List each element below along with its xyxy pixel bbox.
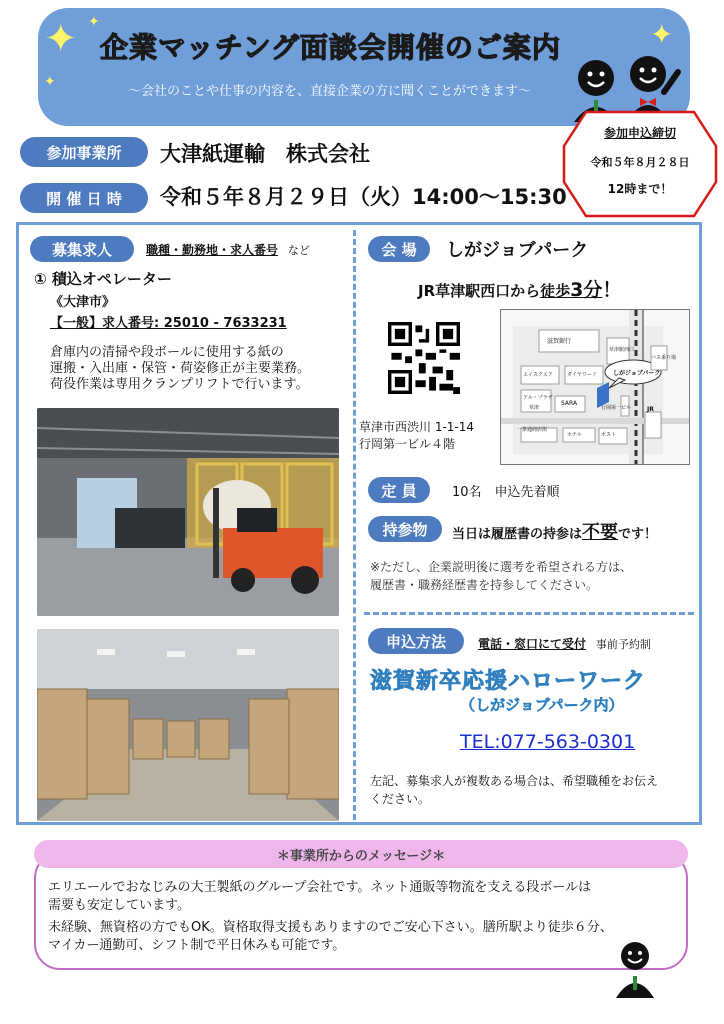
qr-code[interactable] xyxy=(388,322,460,394)
job-location: 《大津市》 xyxy=(50,295,116,310)
venue-access-suffix: ！ xyxy=(602,279,622,301)
venue-address-line: 草津市西渋川 1-1-14 xyxy=(359,420,475,434)
mascot-icon xyxy=(612,940,658,998)
apply-method-bold: 電話・窓口にて受付 xyxy=(478,637,587,651)
warehouse-forklift-photo xyxy=(37,408,339,616)
venue-access-prefix: JR草津駅西口から xyxy=(418,282,541,300)
job-description-line: 倉庫内の清掃や段ボールに使用する紙の xyxy=(50,345,284,360)
star-icon: ✦ xyxy=(88,14,100,30)
recruit-note-bold: 職種・勤務地・求人番号 xyxy=(146,243,279,257)
map-label-alplaza: アル・プラザ xyxy=(523,395,553,401)
company-name: 大津紙運輸 株式会社 xyxy=(160,142,370,166)
deadline-time: 12時まで！ xyxy=(607,182,673,196)
map-label-kusatsu: 草津 xyxy=(529,405,540,411)
page-title: 企業マッチング面談会開催のご案内 xyxy=(100,31,561,64)
apply-method-note: 事前予約制 xyxy=(595,638,651,651)
message-line: 需要も安定しています。 xyxy=(48,898,190,913)
apply-org-sub: （しがジョブパーク内） xyxy=(460,696,624,714)
bring-text-suffix: です！ xyxy=(618,527,658,542)
map-label-bank: 滋賀銀行 xyxy=(547,338,572,345)
message-line: マイカー通勤可、シフト制で平日休みも可能です。 xyxy=(48,938,346,953)
apply-org: 滋賀新卒応援ハローワーク xyxy=(370,669,647,694)
map-label-bus: バス乗り場 xyxy=(651,355,677,361)
paper-rolls-photo xyxy=(37,629,339,821)
date-label: 開 催 日 時 xyxy=(20,183,148,213)
bring-text-emph: 不要 xyxy=(582,522,619,543)
map-label-shopping: 一条通商店街 xyxy=(517,427,548,433)
apply-label: 申込方法 xyxy=(368,628,464,654)
apply-note-line: 左記、募集求人が複数ある場合は、希望職種をお伝え xyxy=(370,774,659,788)
deadline-badge xyxy=(562,108,718,220)
star-icon: ✦ xyxy=(650,18,674,51)
venue-access-walk: 徒歩 xyxy=(540,282,571,300)
job-number: 【一般】求人番号: 25010 - 7633231 xyxy=(50,316,287,331)
venue-address-line: 行岡第一ビル４階 xyxy=(359,437,456,451)
map-label-building: 行岡第一ビル xyxy=(601,405,632,411)
venue-access xyxy=(418,275,621,302)
apply-method xyxy=(478,635,651,652)
column-divider xyxy=(353,230,356,820)
map-label-diawood: ダイヤワード xyxy=(567,372,597,378)
map-label-post: ポスト xyxy=(601,432,617,438)
venue-map[interactable] xyxy=(500,309,690,465)
bring-text-prefix: 当日は履歴書の持参は xyxy=(452,527,583,542)
apply-tel-link[interactable]: TEL:077-563-0301 xyxy=(460,731,636,753)
deadline-title: 参加申込締切 xyxy=(603,126,676,140)
venue-name: しがジョブパーク xyxy=(446,240,589,261)
bring-note-line: 履歴書・職務経歴書を持参してください。 xyxy=(370,578,599,592)
map-label-jr: JR xyxy=(647,406,654,413)
company-label: 参加事業所 xyxy=(20,137,148,167)
map-label-station: 草津駅西口 xyxy=(609,347,635,353)
map-label-sara: SARA xyxy=(561,400,578,407)
message-line: エリエールでおなじみの大王製紙のグループ会社です。ネット通販等物流を支える段ボールは xyxy=(48,880,592,895)
venue-access-time: 3分 xyxy=(570,279,603,301)
bring-note-line: ※ただし、企業説明後に選考を希望される方は、 xyxy=(370,560,633,574)
capacity-label: 定 員 xyxy=(368,477,430,503)
bring-label: 持参物 xyxy=(368,516,442,542)
recruit-label: 募集求人 xyxy=(30,236,134,262)
page-subtitle: ～会社のことや仕事の内容を、直接企業の方に聞くことができます～ xyxy=(128,84,532,99)
capacity-value: 10名 申込先着順 xyxy=(452,485,560,500)
job-description-line: 運搬・入出庫・保管・荷姿修正が主要業務。 xyxy=(50,361,311,376)
star-icon: ✦ xyxy=(44,74,56,90)
map-label-eikuea: エイスクエア xyxy=(523,372,553,378)
message-line: 未経験、無資格の方でもOK。資格取得支援もありますのでご安心下さい。膳所駅より徒歩６分、 xyxy=(48,920,613,935)
job-description-line: 荷役作業は専用クランプリフトで行います。 xyxy=(50,377,309,392)
star-icon: ✦ xyxy=(44,16,78,62)
bring-text xyxy=(452,518,657,544)
event-datetime: 令和５年８月２９日（火）14:00～15:30 xyxy=(160,185,567,209)
apply-note-line: ください。 xyxy=(370,792,431,806)
message-header: ＊事業所からのメッセージ＊ xyxy=(34,840,688,868)
job-title: ① 積込オペレーター xyxy=(34,270,172,288)
section-divider xyxy=(364,612,694,615)
deadline-date: 令和５年８月２８日 xyxy=(590,156,690,169)
recruit-note xyxy=(146,241,310,258)
map-label-hotel: ホテル xyxy=(567,432,582,438)
map-label-jobpark: しがジョブパーク xyxy=(613,370,661,377)
recruit-note-suffix: など xyxy=(287,244,310,257)
venue-label: 会 場 xyxy=(368,236,430,262)
